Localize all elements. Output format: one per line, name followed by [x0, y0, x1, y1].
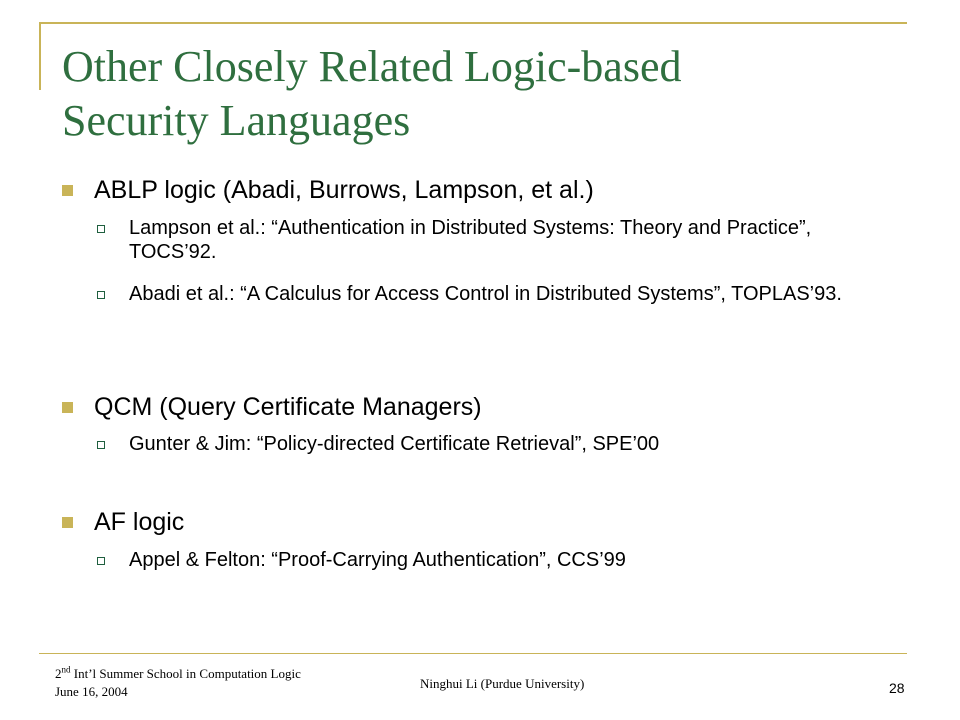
school-name: Int’l Summer School in Computation Logic: [70, 666, 301, 682]
bullet-label: ABLP logic (Abadi, Burrows, Lampson, et al.): [94, 176, 594, 204]
sub-bullet-text: Gunter & Jim: “Policy-directed Certificate Retrieval”, SPE’00: [129, 433, 660, 455]
school-ordinal: 2: [55, 666, 62, 682]
footer-event-info: [55, 661, 301, 701]
square-bullet-icon: [62, 402, 73, 413]
sub-bullet-text: Lampson et al.: “Authentication in Distributed Systems: Theory and Practice”, TOCS’92.: [129, 217, 812, 263]
square-bullet-icon: [62, 517, 73, 528]
hollow-square-bullet-icon: [97, 557, 105, 565]
frame-bottom-line: [39, 653, 907, 654]
footer-school: [55, 666, 301, 681]
sub-bullet-text: Appel & Felton: “Proof-Carrying Authentication”, CCS’99: [129, 549, 626, 571]
frame-top-line: [39, 22, 907, 24]
title-line-2: Security Languages: [62, 96, 411, 145]
bullet-label: QCM (Query Certificate Managers): [94, 393, 482, 421]
title-line-1: Other Closely Related Logic-based: [62, 42, 682, 91]
footer-author: Ninghui Li (Purdue University): [420, 676, 585, 691]
square-bullet-icon: [62, 185, 73, 196]
sub-bullet-text: Abadi et al.: “A Calculus for Access Control in Distributed Systems”, TOPLAS’93.: [129, 283, 842, 305]
bullet-label: AF logic: [94, 508, 185, 536]
school-ordinal-suffix: nd: [61, 665, 71, 675]
page-number: 28: [889, 680, 905, 696]
hollow-square-bullet-icon: [97, 225, 105, 233]
slide-title: [62, 40, 882, 148]
footer-date: June 16, 2004: [55, 684, 128, 700]
frame-left-line: [39, 22, 41, 90]
hollow-square-bullet-icon: [97, 441, 105, 449]
hollow-square-bullet-icon: [97, 291, 105, 299]
